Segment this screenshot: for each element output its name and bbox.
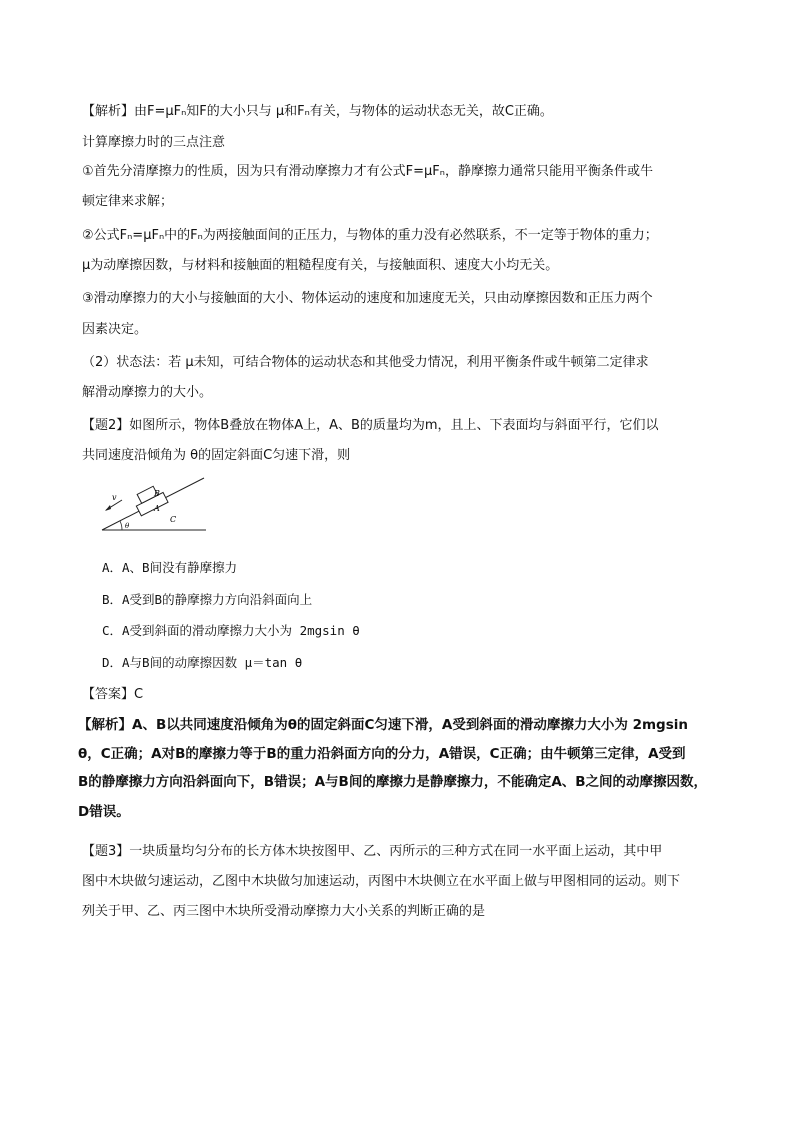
note-3-line-1: ③滑动摩擦力的大小与接触面的大小、物体运动的速度和加速度无关，只由动摩擦因数和正压力两个: [82, 291, 653, 306]
option-b: B．A受到B的静摩擦力方向沿斜面向上: [102, 592, 313, 607]
label-b: B: [154, 489, 160, 498]
question-3-line-3: 列关于甲、乙、丙三图中木块所受滑动摩擦力大小关系的判断正确的是: [82, 904, 486, 919]
section-heading: 计算摩擦力时的三点注意: [82, 135, 226, 150]
question-3-line-2: 图中木块做匀速运动，乙图中木块做匀加速运动，丙图中木块侧立在水平面上做与甲图相同的运动。则下: [82, 874, 681, 889]
label-v: v: [112, 493, 117, 502]
option-d: D．A与B间的动摩擦因数 μ＝tan θ: [102, 655, 303, 670]
question-2-line-1: 【题2】如图所示，物体B叠放在物体A上，A、B的质量均为m，且上、下表面均与斜面平行，它们以: [82, 418, 659, 433]
label-theta: θ: [125, 522, 130, 530]
velocity-arrowhead: [105, 505, 111, 511]
explanation-line-3: B的静摩擦力方向沿斜面向下，B错误；A与B间的摩擦力是静摩擦力，不能确定A、B之间的动摩擦因数，: [78, 774, 708, 790]
note-2-line-2: μ为动摩擦因数，与材料和接触面的粗糙程度有关，与接触面积、速度大小均无关。: [82, 258, 559, 273]
angle-arc: [120, 521, 122, 530]
note-2-line-1: ②公式Fₙ=μFₙ中的Fₙ为两接触面间的正压力，与物体的重力没有必然联系，不一定等于物体的重力；: [82, 228, 658, 243]
answer-line: 【答案】C: [82, 687, 144, 702]
explanation-line-1: 【解析】A、B以共同速度沿倾角为θ的固定斜面C匀速下滑，A受到斜面的滑动摩擦力大小为 2mgsin: [78, 717, 688, 733]
analysis-paragraph: 【解析】由F=μFₙ知F的大小只与 μ和Fₙ有关，与物体的运动状态无关，故C正确。: [82, 104, 553, 119]
explanation-line-2: θ，C正确；A对B的摩擦力等于B的重力沿斜面方向的分力，A错误，C正确；由牛顿第三定律，A受到: [78, 746, 686, 762]
option-c: C．A受到斜面的滑动摩擦力大小为 2mgsin θ: [102, 623, 360, 638]
label-c: C: [170, 515, 177, 524]
state-method-line-2: 解滑动摩擦力的大小。: [82, 385, 213, 400]
explanation-line-4: D错误。: [78, 804, 130, 820]
incline-diagram-svg: [96, 470, 208, 532]
option-a: A．A、B间没有静摩擦力: [102, 560, 238, 575]
note-1-line-2: 顿定律来求解；: [82, 194, 174, 209]
note-3-line-2: 因素决定。: [82, 322, 148, 337]
incline-diagram: [96, 470, 208, 532]
state-method-line-1: （2）状态法：若 μ未知，可结合物体的运动状态和其他受力情况，利用平衡条件或牛顿第二定律求: [82, 355, 649, 370]
question-3-line-1: 【题3】一块质量均匀分布的长方体木块按图甲、乙、丙所示的三种方式在同一水平面上运动，其中甲: [82, 844, 663, 859]
label-a: A: [154, 504, 160, 513]
note-1-line-1: ①首先分清摩擦力的性质，因为只有滑动摩擦力才有公式F=μFₙ，静摩擦力通常只能用平衡条件或牛: [82, 164, 653, 179]
question-2-line-2: 共同速度沿倾角为 θ的固定斜面C匀速下滑，则: [82, 448, 351, 463]
